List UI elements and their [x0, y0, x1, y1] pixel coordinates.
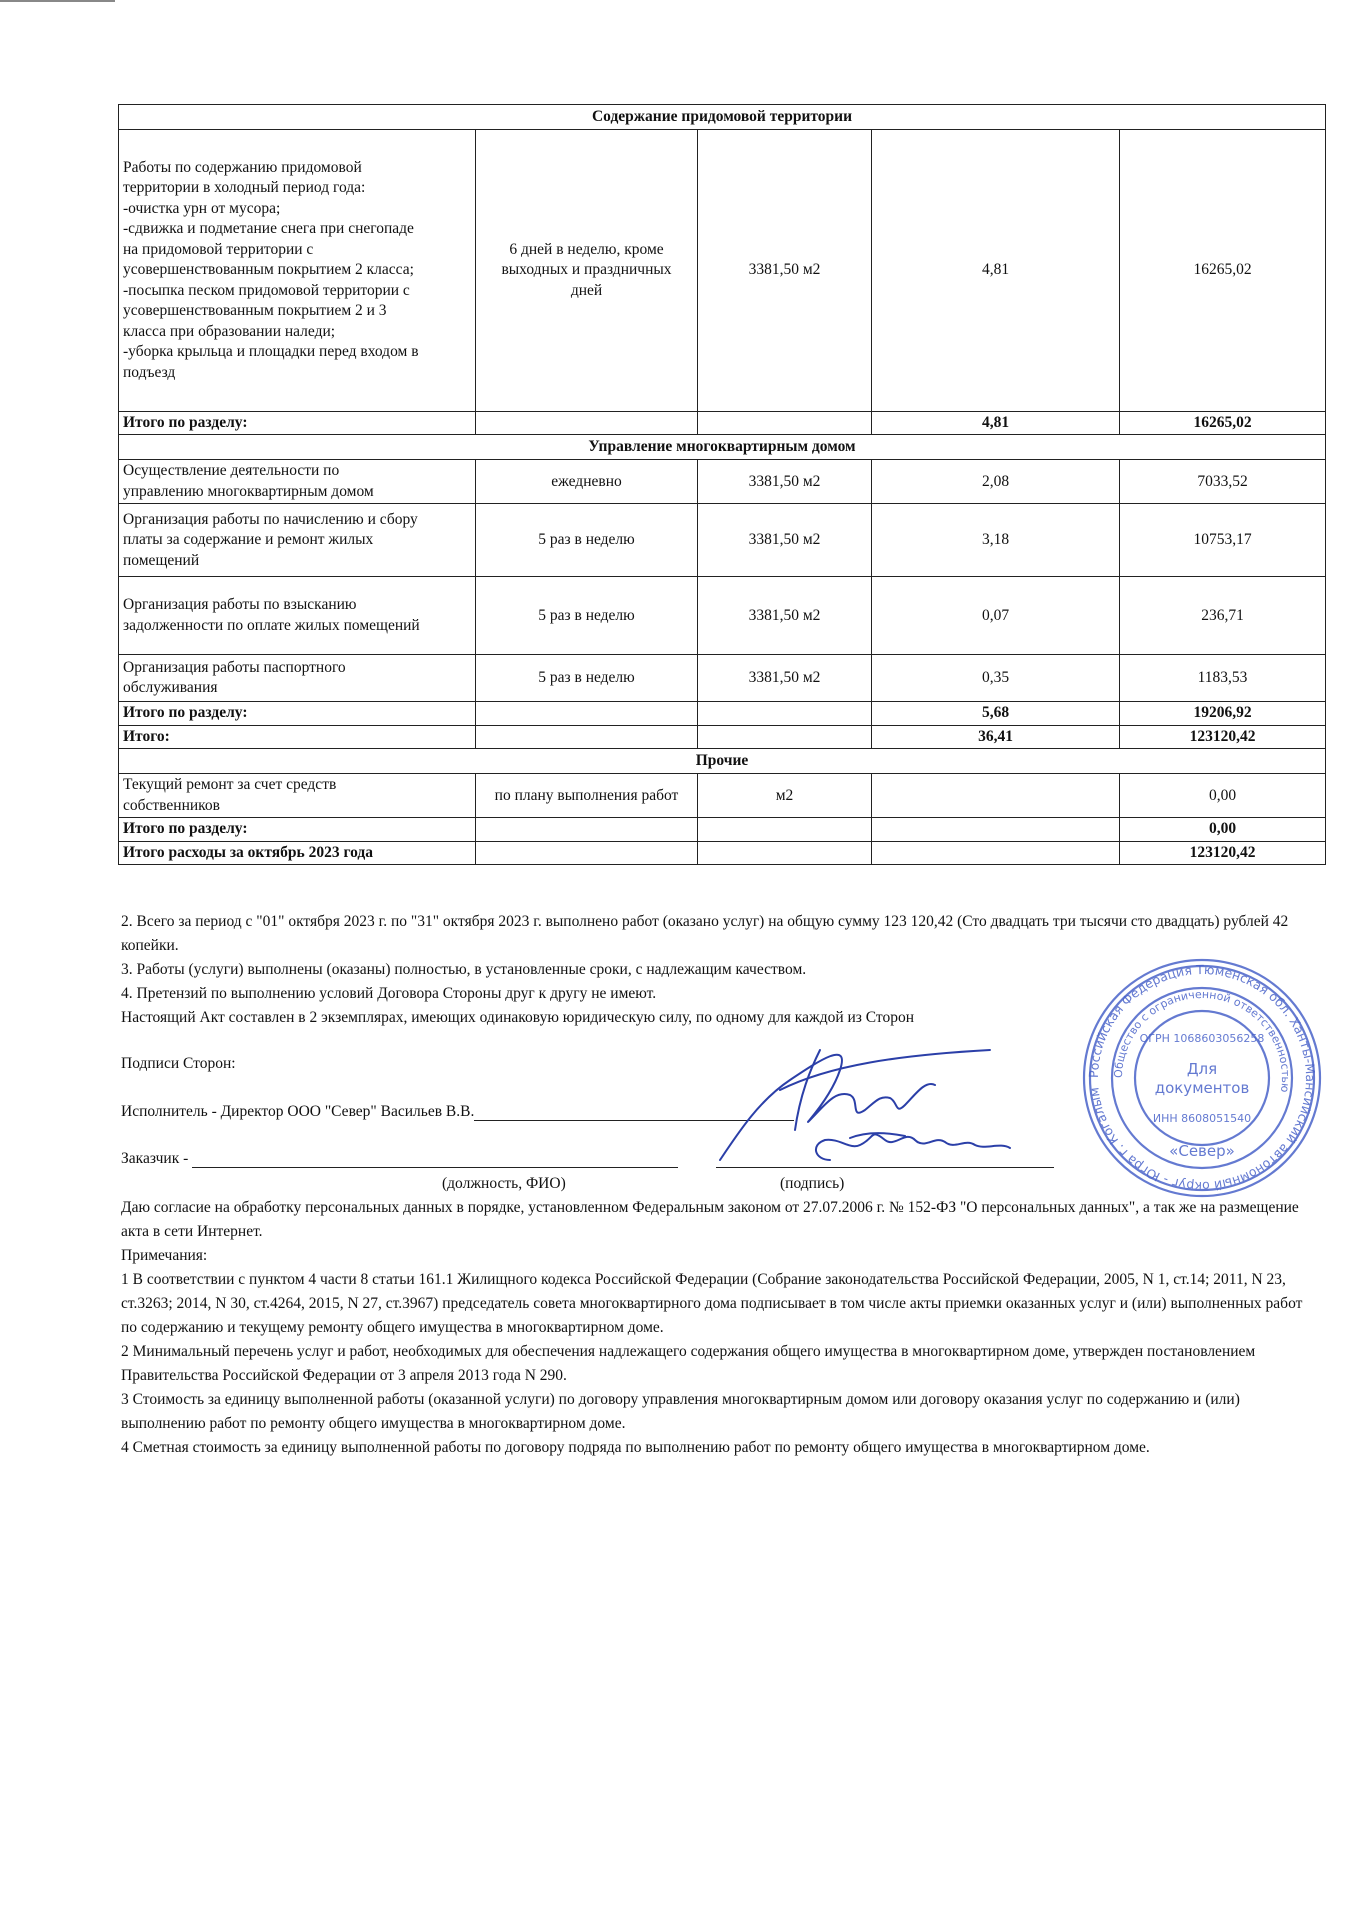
remarks-heading: Примечания: [121, 1247, 208, 1264]
service-frequency: 5 раз в неделю [476, 504, 698, 577]
empty-cell [698, 841, 872, 864]
position-caption: (должность, ФИО) [442, 1175, 566, 1192]
description-line: управлению многоквартирным домом [123, 482, 374, 500]
service-total: 1183,53 [1120, 655, 1326, 702]
empty-cell [872, 841, 1120, 864]
subtotal-label: Итого по разделу: [119, 702, 476, 725]
stamp-ring-text: Российская Федерация Тюменская обл. Ханты-Мансийский автономный округ - Югра г. Когалым [1085, 961, 1319, 1195]
remark-1: 1 В соответствии с пунктом 4 части 8 статьи 161.1 Жилищного кодекса Российской Федерации (Собрание законодательства Российской Федерации, 2005, N 1, ст.14; 2011, N 23, ст.3263; 2014, N 30, ст.4264, 2015, N 27, ст.3967) председатель совета многоквартирного дома подписывает в том числе акты приемки оказанных услуг и (или) выполненных работ по содержанию и текущему ремонту общего имущества в многоквартирном доме. [121, 1271, 1303, 1336]
empty-cell [476, 702, 698, 725]
service-area: 3381,50 м2 [698, 504, 872, 577]
section-header-other: Прочие [119, 749, 1326, 774]
service-total: 10753,17 [1120, 504, 1326, 577]
scan-edge-line [0, 0, 115, 2]
services-table [118, 104, 1326, 865]
grand-total-label: Итого: [119, 725, 476, 748]
stamp-company-name: «Север» [1169, 1142, 1235, 1160]
remark-2: 2 Минимальный перечень услуг и работ, необходимых для обеспечения надлежащего содержания общего имущества в многоквартирном доме, утвержден постановлением Правительства Российской Федерации от 3 апреля 2013 года N 290. [121, 1343, 1256, 1384]
subtotal-label: Итого по разделу: [119, 818, 476, 841]
handwritten-signatures [700, 1010, 1080, 1200]
frequency-line: выходных и праздничных [501, 261, 672, 279]
subtotal-rate: 5,68 [872, 702, 1120, 725]
grand-total-rate: 36,41 [872, 725, 1120, 748]
service-description [119, 460, 476, 504]
executor-signature [720, 1055, 935, 1160]
service-description [119, 655, 476, 702]
note-quality: 3. Работы (услуги) выполнены (оказаны) полностью, в установленные сроки, с надлежащим качеством. [121, 961, 807, 978]
description-line: обслуживания [123, 679, 218, 697]
note-no-claims: 4. Претензий по выполнению условий Договора Стороны друг к другу не имеют. [121, 985, 657, 1002]
service-area: 3381,50 м2 [698, 577, 872, 655]
service-frequency: 5 раз в неделю [476, 655, 698, 702]
company-stamp [1066, 956, 1338, 1200]
description-line: Работы по содержанию придомовой [123, 159, 362, 176]
description-line: -уборка крыльца и площадки перед входом в [123, 343, 419, 361]
executor-label: Исполнитель - Директор ООО "Север" Васильев В.В. [121, 1103, 475, 1120]
remark-3: 3 Стоимость за единицу выполненной работы (оказанной услуги) по договору управления многоквартирным домом или договору оказания услуг по содержанию и (или) выполнению работ по ремонту общего имущества в многоквартирном доме. [121, 1391, 1240, 1432]
empty-cell [476, 841, 698, 864]
subtotal-rate: 4,81 [872, 412, 1120, 435]
description-line: на придомовой территории с [123, 240, 314, 258]
stamp-inner-text: Общество с ограниченной ответственностью [1111, 987, 1293, 1094]
description-line: Текущий ремонт за счет средств [123, 776, 337, 794]
executor-line [121, 1103, 794, 1121]
stamp-center-line1: Для [1186, 1060, 1218, 1078]
service-total: 7033,52 [1120, 460, 1326, 504]
customer-position-line [192, 1167, 678, 1168]
customer-label: Заказчик - [121, 1150, 189, 1167]
signature-caption: (подпись) [780, 1175, 845, 1192]
service-description [119, 130, 476, 412]
service-frequency [476, 130, 698, 412]
service-description [119, 504, 476, 577]
signatures-heading: Подписи Сторон: [121, 1055, 236, 1072]
service-area: 3381,50 м2 [698, 655, 872, 702]
subtotal-total: 19206,92 [1120, 702, 1326, 725]
description-line: Осуществление деятельности по [123, 462, 340, 480]
subtotal-total: 0,00 [1120, 818, 1326, 841]
grand-total-total: 123120,42 [1120, 725, 1326, 748]
empty-cell [698, 818, 872, 841]
description-line: -очистка урн от мусора; [123, 199, 281, 217]
empty-cell [872, 818, 1120, 841]
customer-signature [816, 1134, 1010, 1160]
service-total: 236,71 [1120, 577, 1326, 655]
service-rate: 2,08 [872, 460, 1120, 504]
consent-text: Даю согласие на обработку персональных данных в порядке, установленном Федеральным законом от 27.07.2006 г. № 152-ФЗ "О персональных данных", а так же на размещение акта в сети Интернет. [121, 1199, 1299, 1240]
stamp-ogrn: ОГРН 1068603056258 [1139, 1032, 1265, 1045]
service-frequency: по плану выполнения работ [476, 774, 698, 818]
frequency-line: 6 дней в неделю, кроме [509, 240, 664, 258]
description-line: класса при образовании наледи; [123, 322, 336, 340]
description-line: подъезд [123, 363, 176, 381]
remark-4: 4 Сметная стоимость за единицу выполненной работы по договору подряда по выполнению работ по ремонту общего имущества в многоквартирном доме. [121, 1439, 1150, 1456]
note-copies: Настоящий Акт составлен в 2 экземплярах, имеющих одинаковую юридическую силу, по одному для каждой из Сторон [121, 1009, 915, 1026]
service-rate [872, 774, 1120, 818]
expenses-total: 123120,42 [1120, 841, 1326, 864]
empty-cell [698, 702, 872, 725]
service-rate: 3,18 [872, 504, 1120, 577]
subtotal-total: 16265,02 [1120, 412, 1326, 435]
service-description [119, 577, 476, 655]
remarks-block [121, 1196, 1321, 1460]
service-area: м2 [698, 774, 872, 818]
expenses-label: Итого расходы за октябрь 2023 года [119, 841, 476, 864]
stamp-center-line2: документов [1154, 1079, 1250, 1097]
service-frequency: ежедневно [476, 460, 698, 504]
description-line: Организация работы паспортного [123, 658, 346, 676]
description-line: усовершенствованным покрытием 2 класса; [123, 261, 414, 279]
empty-cell [698, 412, 872, 435]
description-line: усовершенствованным покрытием 2 и 3 [123, 302, 387, 320]
service-description [119, 774, 476, 818]
service-rate: 0,35 [872, 655, 1120, 702]
empty-cell [476, 818, 698, 841]
service-area: 3381,50 м2 [698, 460, 872, 504]
description-line: помещений [123, 551, 200, 569]
description-line: территории в холодный период года: [123, 179, 366, 197]
empty-cell [698, 725, 872, 748]
service-rate: 4,81 [872, 130, 1120, 412]
frequency-line: дней [570, 281, 603, 299]
description-line: задолженности по оплате жилых помещений [123, 616, 420, 634]
service-rate: 0,07 [872, 577, 1120, 655]
empty-cell [476, 725, 698, 748]
service-area: 3381,50 м2 [698, 130, 872, 412]
subtotal-label: Итого по разделу: [119, 412, 476, 435]
description-line: -посыпка песком придомовой территории с [123, 281, 410, 299]
description-line: платы за содержание и ремонт жилых [123, 531, 374, 549]
description-line: собственников [123, 796, 220, 814]
description-line: Организация работы по начислению и сбору [123, 510, 418, 528]
note-total-sum: 2. Всего за период с "01" октября 2023 г. по "31" октября 2023 г. выполнено работ (оказано услуг) на общую сумму 123 120,42 (Сто двадцать три тысячи сто двадцать) рублей 42 копейки. [121, 913, 1289, 954]
description-line: Организация работы по взысканию [123, 596, 357, 614]
section-header-territory: Содержание придомовой территории [119, 105, 1326, 130]
stamp-inn: ИНН 8608051540 [1152, 1112, 1252, 1125]
section-header-management: Управление многоквартирным домом [119, 435, 1326, 460]
service-total: 0,00 [1120, 774, 1326, 818]
executor-signature-stroke [795, 1050, 820, 1130]
service-total: 16265,02 [1120, 130, 1326, 412]
empty-cell [476, 412, 698, 435]
service-frequency: 5 раз в неделю [476, 577, 698, 655]
description-line: -сдвижка и подметание снега при снегопаде [123, 220, 414, 238]
